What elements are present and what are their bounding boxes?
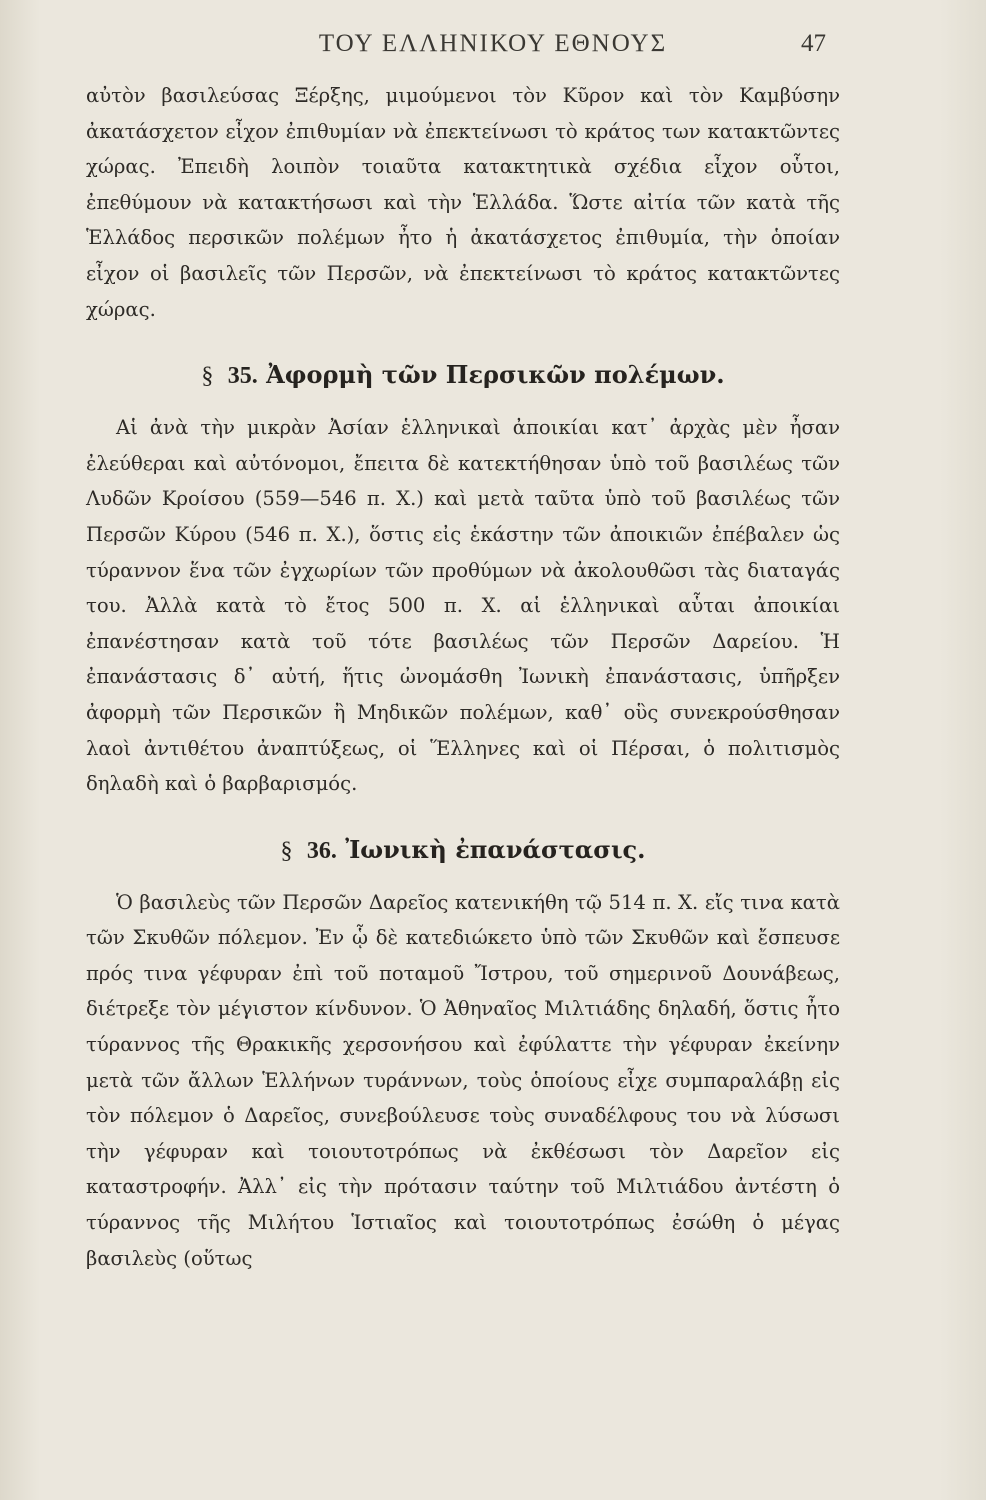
- body-text: [86, 78, 840, 1276]
- section-symbol: §: [201, 363, 214, 390]
- section-title: Ἰωνικὴ ἐπανάστασις.: [345, 834, 646, 864]
- paragraph-section-36: Ὁ βασιλεὺς τῶν Περσῶν Δαρεῖος κατενικήθη τῷ 514 π. Χ. εἴς τινα κατὰ τῶν Σκυθῶν πόλεμον. Ἐν ᾧ δὲ κατεδιώκετο ὑπὸ τῶν Σκυθῶν καὶ ἔσπευσε πρός τινα γέφυραν ἐπὶ τοῦ ποταμοῦ Ἴστρου, τοῦ σημερινοῦ Δουνάβεως, διέτρεξε τὸν μέγιστον κίνδυνον. Ὁ Ἀθηναῖος Μιλτιάδης δηλαδή, ὅστις ἦτο τύραννος τῆς Θρακικῆς χερσονήσου καὶ ἐφύλαττε τὴν γέφυραν ἐκείνην μετὰ τῶν ἄλλων Ἑλλήνων τυράννων, τοὺς ὁποίους εἶχε συμπαραλάβῃ εἰς τὸν πόλεμον ὁ Δαρεῖος, συνεβούλευσε τοὺς συναδέλφους του νὰ λύσωσι τὴν γέφυραν καὶ τοιουτοτρόπως νὰ ἐκθέσωσι τὸν Δαρεῖον εἰς καταστροφήν. Ἀλλ᾽ εἰς τὴν πρότασιν ταύτην τοῦ Μιλτιάδου ἀντέστη ὁ τύραννος τῆς Μιλήτου Ἱστιαῖος καὶ τοιουτοτρόπως ἐσώθη ὁ μέγας βασιλεὺς (οὕτως: [86, 890, 840, 1270]
- section-title: Ἀφορμὴ τῶν Περσικῶν πολέμων.: [266, 360, 725, 390]
- section-symbol: §: [280, 837, 293, 864]
- running-head: ΤΟΥ ΕΛΛΗΝΙΚΟΥ ΕΘΝΟΥΣ: [318, 30, 668, 57]
- page-number: 47: [801, 30, 826, 57]
- paragraph-section-35: Αἱ ἀνὰ τὴν μικρὰν Ἀσίαν ἑλληνικαὶ ἀποικίαι κατ᾽ ἀρχὰς μὲν ἦσαν ἐλεύθεραι καὶ αὐτόνομοι, ἔπειτα δὲ κατεκτήθησαν ὑπὸ τοῦ βασιλέως τῶν Λυδῶν Κροίσου (559—546 π. Χ.) καὶ μετὰ ταῦτα ὑπὸ τοῦ βασιλέως τῶν Περσῶν Κύρου (546 π. Χ.), ὅστις εἰς ἑκάστην τῶν ἀποικιῶν ἐπέβαλεν ὡς τύραννον ἕνα τῶν ἐγχωρίων τῶν προθύμων νὰ ἀκολουθῶσι τὰς διαταγάς του. Ἀλλὰ κατὰ τὸ ἔτος 500 π. Χ. αἱ ἑλληνικαὶ αὗται ἀποικίαι ἐπανέστησαν κατὰ τοῦ τότε βασιλέως τῶν Περσῶν Δαρείου. Ἡ ἐπανάστασις δ᾽ αὐτή, ἥτις ὠνομάσθη Ἰωνικὴ ἐπανάστασις, ὑπῆρξεν ἀφορμὴ τῶν Περσικῶν ἢ Μηδικῶν πολέμων, καθ᾽ οὓς συνεκρούσθησαν λαοὶ ἀντιθέτου ἀναπτύξεως, οἱ Ἕλληνες καὶ οἱ Πέρσαι, ὁ πολιτισμὸς δηλαδὴ καὶ ὁ βαρβαρισμός.: [86, 416, 840, 796]
- paragraph-continuation: αὐτὸν βασιλεύσας Ξέρξης, μιμούμενοι τὸν Κῦρον καὶ τὸν Καμβύσην ἀκατάσχετον εἶχον ἐπιθυμίαν νὰ ἐπεκτείνωσι τὸ κράτος των κατακτῶντες χώρας. Ἐπειδὴ λοιπὸν τοιαῦτα κατακτητικὰ σχέδια εἶχον οὗτοι, ἐπεθύμουν νὰ κατακτήσωσι καὶ τὴν Ἑλλάδα. Ὥστε αἰτία τῶν κατὰ τῆς Ἑλλάδος περσικῶν πολέμων ἦτο ἡ ἀκατάσχετος ἐπιθυμία, τὴν ὁποίαν εἶχον οἱ βασιλεῖς τῶν Περσῶν, νὰ ἐπεκτείνωσι τὸ κράτος κατακτῶντες χώρας.: [86, 84, 840, 321]
- section-number: 36.: [306, 837, 337, 864]
- page-header: [0, 26, 986, 66]
- section-heading-36: [86, 830, 840, 871]
- section-heading-35: [86, 355, 840, 396]
- section-number: 35.: [227, 363, 258, 390]
